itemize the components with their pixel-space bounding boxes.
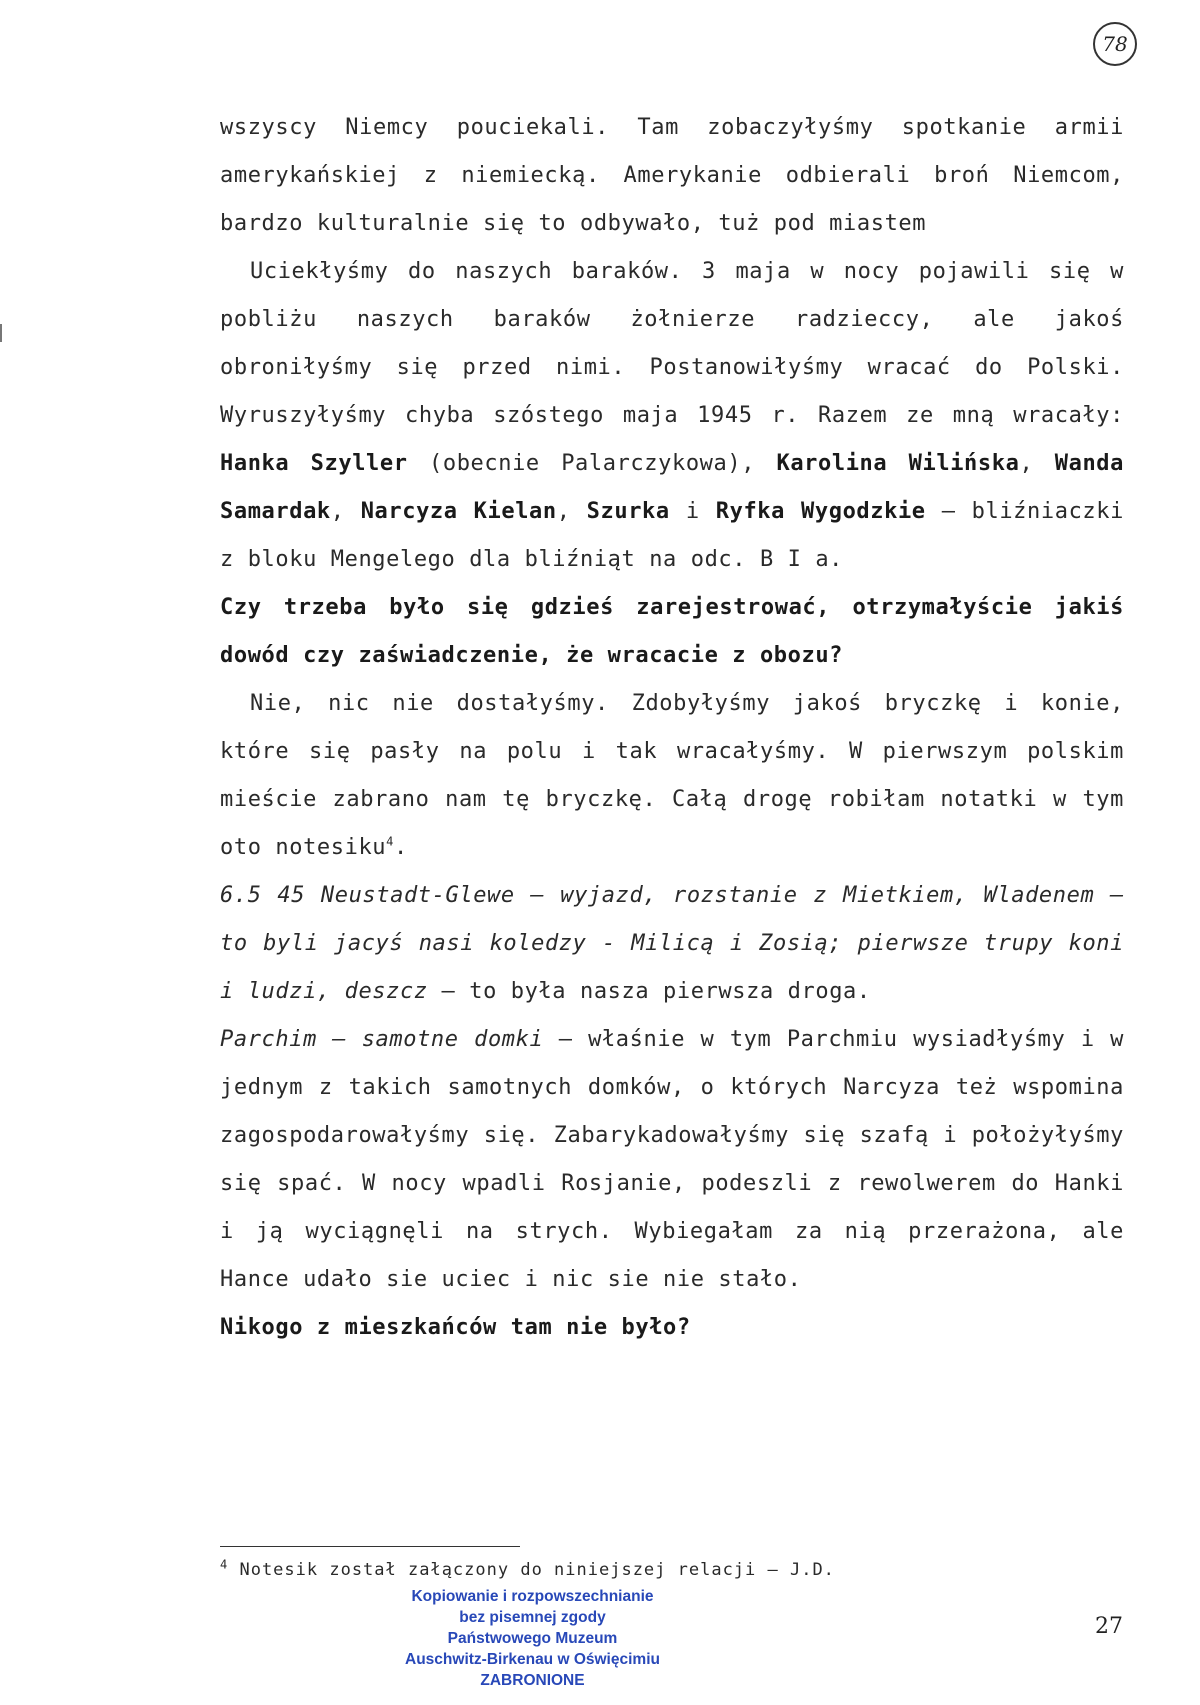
notebook-quote: Parchim – samotne domki [220,1027,544,1052]
text-segment: (obecnie Palarczykowa), [407,451,777,476]
page-number: 27 [1095,1614,1123,1639]
footnote-text: Notesik został załączony do niniejszej relacji – J.D. [228,1560,835,1580]
stamp-line: Auschwitz-Birkenau w Oświęcimiu [405,1651,660,1668]
interview-answer [220,680,1124,872]
person-name: Szurka [586,499,670,524]
text-segment: Nie, nic nie dostałyśmy. Zdobyłyśmy jakoś bryczkę i konie, które się pasły na polu i tak wracałyśmy. W pierwszym polskim mieście zabrano nam tę bryczkę. Całą drogę robiłam notatki w tym oto notesiku [220,691,1124,860]
text-segment: Nikogo z mieszkańców tam nie było? [220,1315,691,1340]
text-segment: Uciekłyśmy do naszych baraków. 3 maja w nocy pojawili się w pobliżu naszych baraków żołnierze radzieccy, ale jakoś obroniłyśmy się przed nimi. Postanowiłyśmy wracać do Polski. Wyruszyłyśmy chyba szóstego maja 1945 r. Razem ze mną wracały: [220,259,1124,428]
body-text [220,104,1124,1352]
stamp-line: Państwowego Muzeum [447,1630,618,1647]
footnote [220,1559,1120,1581]
text-segment: i [669,499,716,524]
notebook-quote: 6.5 45 Neustadt-Glewe – wyjazd, rozstanie z Mietkiem, Wladenem – to byli jacyś nasi koledzy - Milicą i Zosią; pierwsze trupy koni i ludzi, deszcz [220,883,1124,1004]
interview-answer [220,104,1124,248]
footnote-separator [220,1546,520,1547]
text-segment: Czy trzeba było się gdzieś zarejestrować, otrzymałyście jakiś dowód czy zaświadczenie, że wracacie z obozu? [220,595,1124,668]
interview-question [220,1304,1124,1352]
interview-answer [220,248,1124,584]
text-segment: . [393,835,408,860]
stamp-line: ZABRONIONE [480,1672,585,1689]
text-segment: – to była nasza pierwsza droga. [427,979,871,1004]
person-name: Karolina Wilińska [776,451,1020,476]
interview-question [220,584,1124,680]
person-name: Ryfka Wygodzkie [715,499,926,524]
text-segment: – właśnie w tym Parchmiu wysiadłyśmy i w jednym z takich samotnych domków, o których Narcyza też wspomina zagospodarowałyśmy się. Zabarykadowałyśmy się szafą i położyłyśmy się spać. W nocy wpadli Rosjanie, podeszli z rewolwerem do Hanki i ją wyciągnęli na strych. Wybiegałam za nią przerażona, ale Hance udało sie uciec i nic sie nie stało. [220,1027,1125,1292]
interview-answer [220,1016,1124,1304]
text-segment: – bliźniaczki z bloku Mengelego dla bliźniąt na odc. B I a. [220,499,1124,572]
margin-mark [0,324,2,342]
stamp-line: bez pisemnej zgody [459,1609,606,1626]
archive-stamp [380,1586,685,1691]
footnote-number: 4 [220,1557,229,1572]
stamp-line: Kopiowanie i rozpowszechnianie [411,1588,654,1605]
person-name: Wanda Samardak [220,451,1124,524]
text-segment: wszyscy Niemcy pouciekali. Tam zobaczyłyśmy spotkanie armii amerykańskiej z niemiecką. Amerykanie odbierali broń Niemcom, bardzo kulturalnie się to odbywało, tuż pod miastem [220,115,1124,236]
person-name: Narcyza Kielan [360,499,557,524]
person-name: Hanka Szyller [220,451,408,476]
archive-page-number: 78 [1093,22,1137,66]
text-segment: , [556,499,587,524]
footnote-reference: 4 [386,834,394,849]
interview-answer [220,872,1124,1016]
text-segment: , [330,499,361,524]
text-segment: , [1019,451,1055,476]
